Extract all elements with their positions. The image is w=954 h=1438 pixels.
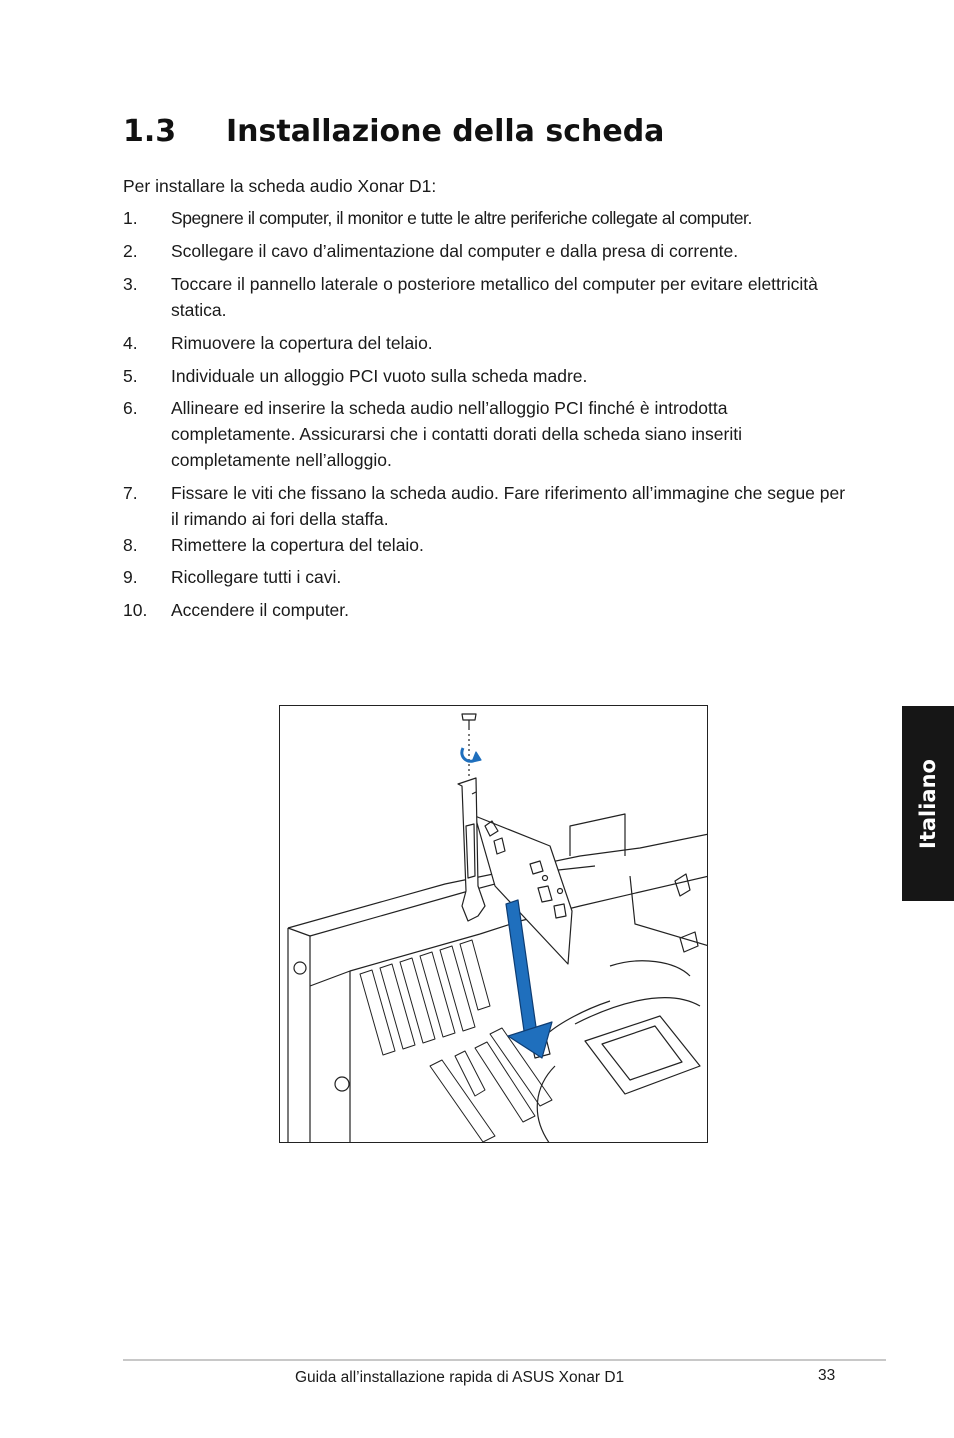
language-tab: [902, 706, 954, 901]
step-number: 7.: [123, 483, 138, 503]
installation-illustration: [279, 705, 708, 1143]
step-text: Spegnere il computer, il monitor e tutte le altre periferiche collegate al computer.: [171, 208, 752, 228]
footer-title: Guida all’installazione rapida di ASUS Xonar D1: [295, 1369, 625, 1386]
step-number: 5.: [123, 366, 138, 386]
cable: [537, 1066, 555, 1143]
footer-divider: [123, 1359, 886, 1361]
step-number: 10.: [123, 600, 148, 620]
section-title-text: Installazione della scheda: [226, 114, 665, 149]
step-number: 9.: [123, 567, 138, 587]
step-text: Toccare il pannello laterale o posteriore metallico del computer per evitare elettricità statica.: [171, 274, 818, 320]
step-text: Rimettere la copertura del telaio.: [171, 535, 424, 555]
cpu-socket: [545, 961, 700, 1094]
step-text: Allineare ed inserire la scheda audio nell’alloggio PCI finché è introdotta completamente. Assicurarsi che i contatti dorati della scheda siano inseriti completamente nell’alloggio.: [171, 398, 742, 470]
step-number: 1.: [123, 208, 138, 228]
card-installation-diagram: [280, 706, 708, 1143]
step-text: Ricollegare tutti i cavi.: [171, 567, 342, 587]
step-text: Fissare le viti che fissano la scheda audio. Fare riferimento all’immagine che segue per il rimando ai fori della staffa.: [171, 483, 846, 529]
rotation-arrowhead-icon: [472, 752, 481, 762]
page-number: 33: [818, 1367, 836, 1384]
intro-text: Per installare la scheda audio Xonar D1:: [123, 176, 437, 196]
step-number: 2.: [123, 241, 138, 261]
step-text: Scollegare il cavo d’alimentazione dal computer e dalla presa di corrente.: [171, 241, 739, 261]
section-title: [123, 114, 664, 149]
step-number: 3.: [123, 274, 138, 294]
step-text: Individuale un alloggio PCI vuoto sulla scheda madre.: [171, 366, 588, 386]
screw-icon: [462, 714, 476, 776]
language-tab-label: Italiano: [916, 758, 940, 849]
step-text: Accendere il computer.: [171, 600, 350, 620]
slot-covers: [360, 940, 490, 1055]
step-text: Rimuovere la copertura del telaio.: [171, 333, 433, 353]
card-bracket: [458, 778, 485, 921]
step-number: 8.: [123, 535, 138, 555]
section-number: 1.3: [123, 114, 177, 149]
step-number: 4.: [123, 333, 138, 353]
step-number: 6.: [123, 398, 138, 418]
